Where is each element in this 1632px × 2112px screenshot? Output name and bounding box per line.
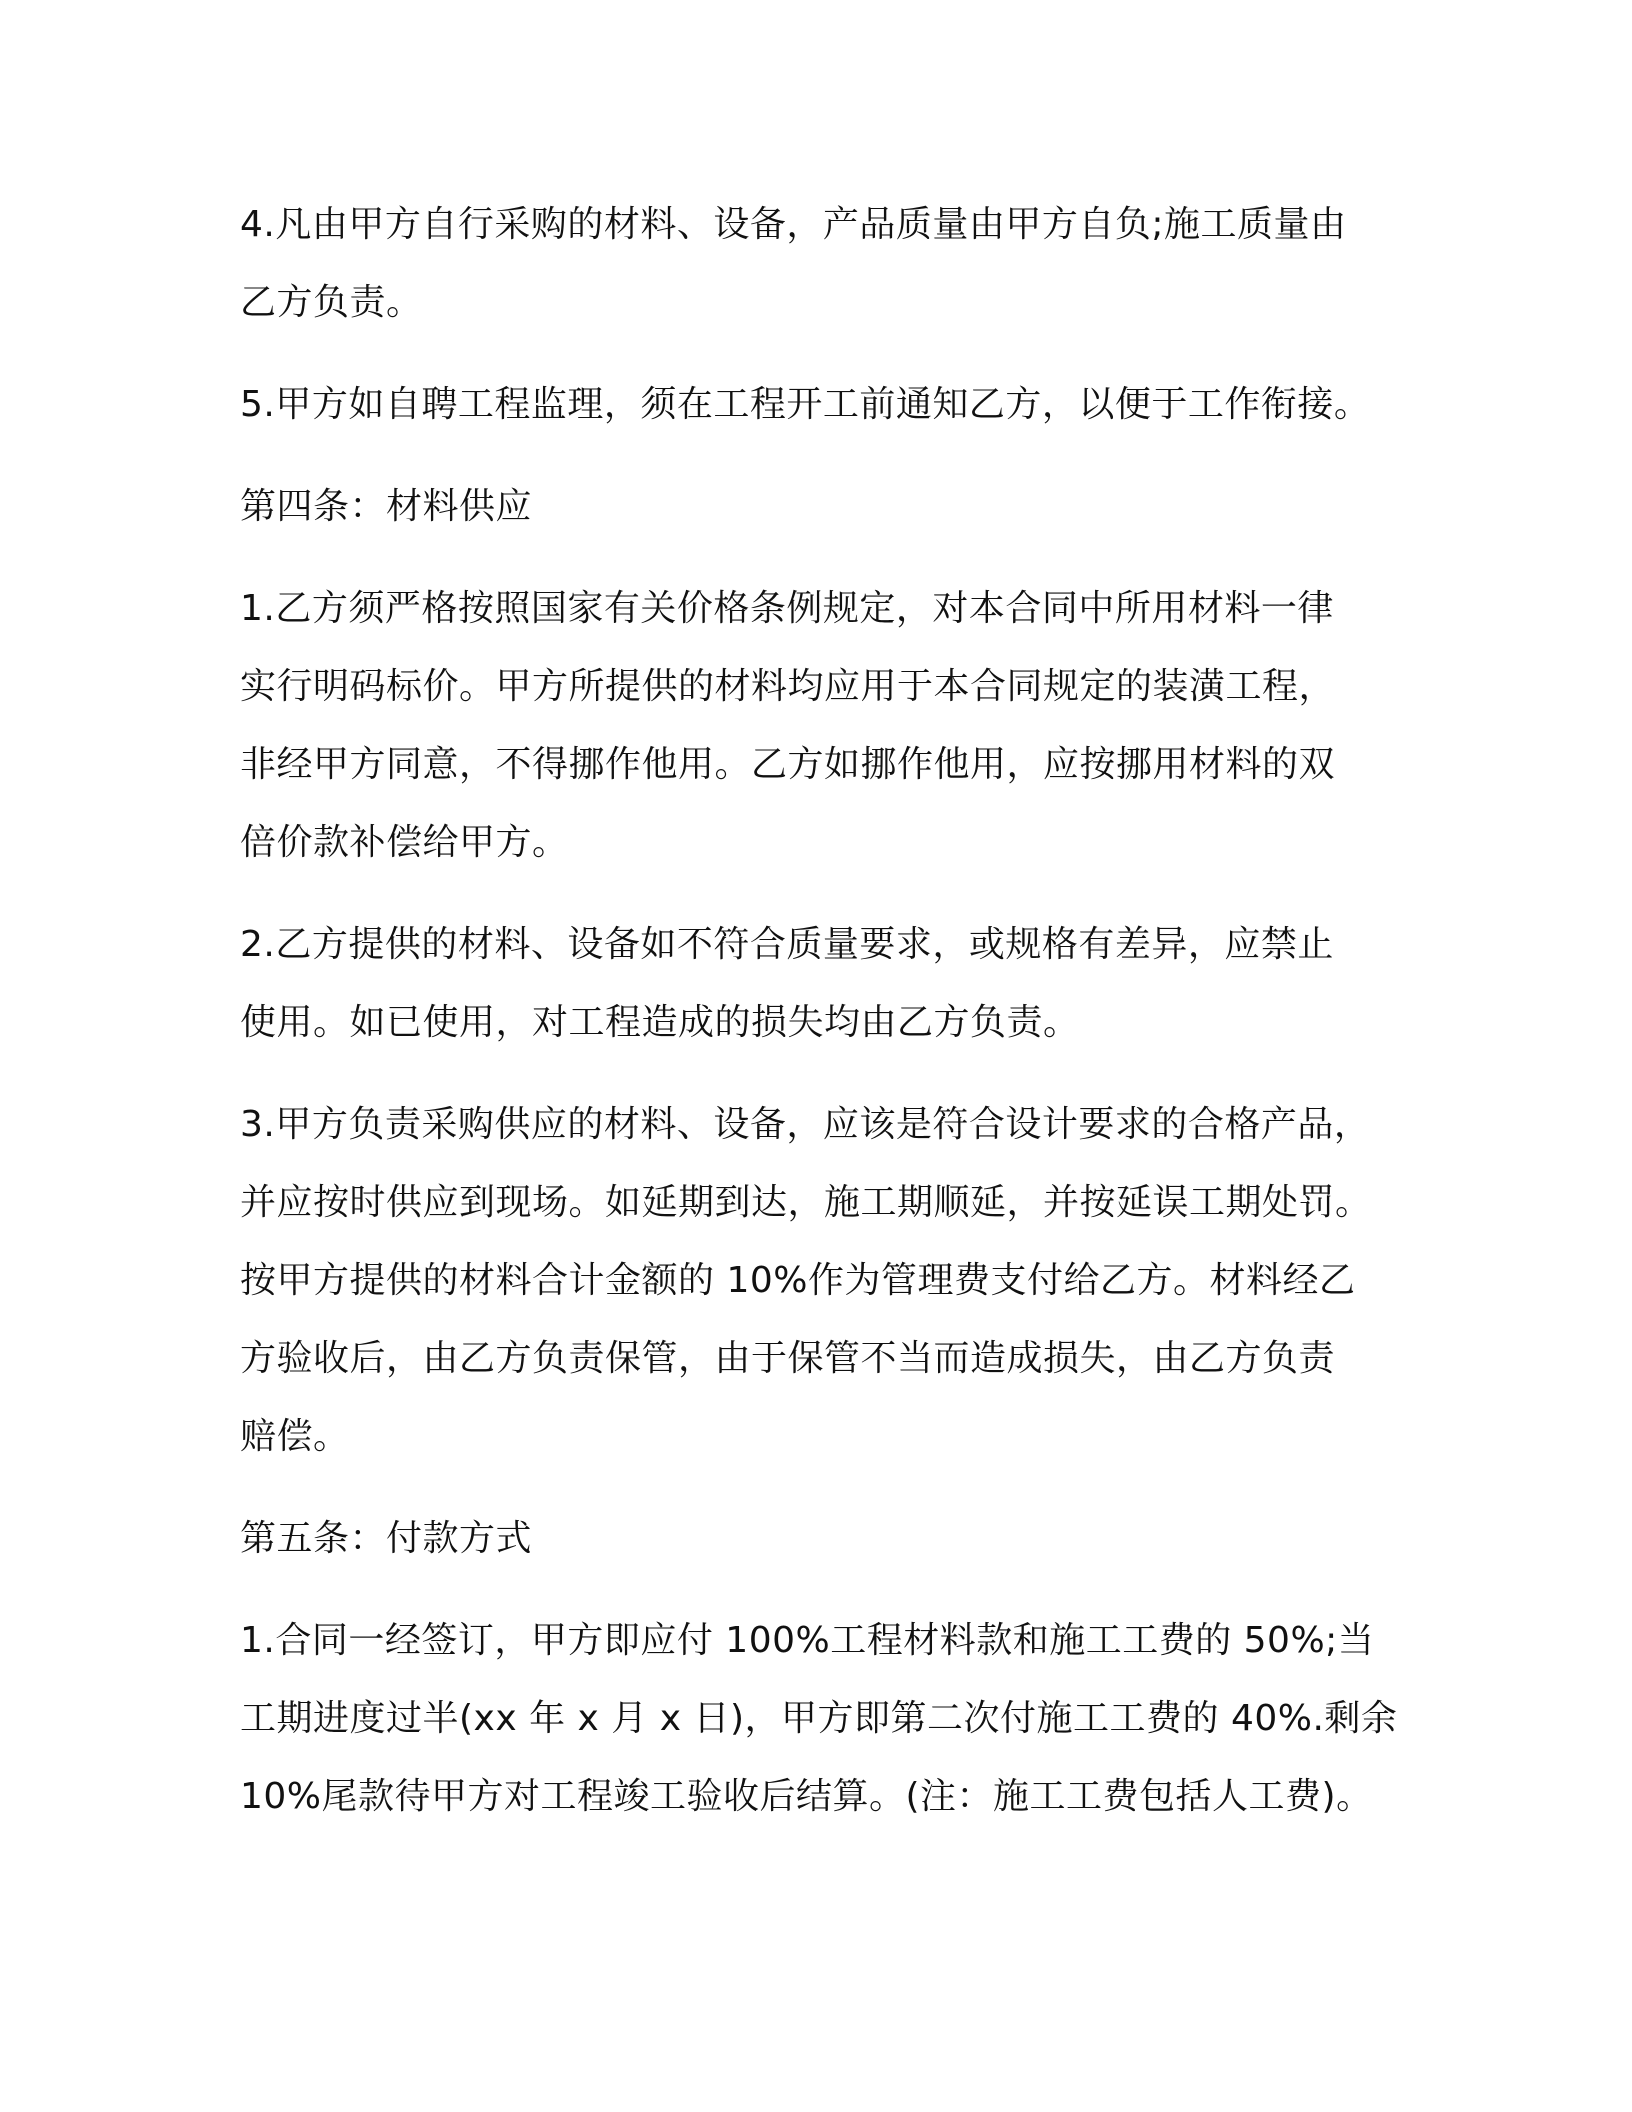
clause-5 (240, 366, 1400, 444)
article-5-clause-1 (240, 1602, 1400, 1836)
article-5-heading: 第五条：付款方式 (240, 1518, 533, 1559)
clause-line: 赔偿。 (240, 1416, 350, 1457)
clause-line: 乙方负责。 (240, 282, 423, 323)
clause-line: 3.甲方负责采购供应的材料、设备，应该是符合设计要求的合格产品， (240, 1104, 1371, 1145)
clause-line: 工期进度过半(xx 年 x 月 x 日)，甲方即第二次付施工工费的 40%.剩余 (240, 1698, 1398, 1739)
article-4-clause-2 (240, 906, 1400, 1062)
clause-line: 方验收后，由乙方负责保管，由于保管不当而造成损失，由乙方负责 (240, 1338, 1336, 1379)
clause-line: 使用。如已使用，对工程造成的损失均由乙方负责。 (240, 1002, 1080, 1043)
article-4-heading: 第四条：材料供应 (240, 486, 533, 527)
clause-line: 非经甲方同意，不得挪作他用。乙方如挪作他用，应按挪用材料的双 (240, 744, 1336, 785)
article-4-clause-1 (240, 570, 1400, 882)
clause-line: 并应按时供应到现场。如延期到达，施工期顺延，并按延误工期处罚。 (240, 1182, 1372, 1223)
clause-line: 1.合同一经签订，甲方即应付 100%工程材料款和施工工费的 50%;当 (240, 1620, 1375, 1661)
clause-4 (240, 186, 1400, 342)
clause-line: 1.乙方须严格按照国家有关价格条例规定，对本合同中所用材料一律 (240, 588, 1334, 629)
clause-line: 2.乙方提供的材料、设备如不符合质量要求，或规格有差异，应禁止 (240, 924, 1334, 965)
clause-line: 10%尾款待甲方对工程竣工验收后结算。(注：施工工费包括人工费)。 (240, 1776, 1373, 1817)
article-4-clause-3 (240, 1086, 1400, 1476)
clause-line: 倍价款补偿给甲方。 (240, 822, 569, 863)
document-body (240, 186, 1400, 1836)
clause-line: 5.甲方如自聘工程监理，须在工程开工前通知乙方，以便于工作衔接。 (240, 384, 1371, 425)
clause-line: 按甲方提供的材料合计金额的 10%作为管理费支付给乙方。材料经乙 (240, 1260, 1356, 1301)
clause-line: 实行明码标价。甲方所提供的材料均应用于本合同规定的装潢工程， (240, 666, 1336, 707)
clause-line: 4.凡由甲方自行采购的材料、设备，产品质量由甲方自负;施工质量由 (240, 204, 1347, 245)
